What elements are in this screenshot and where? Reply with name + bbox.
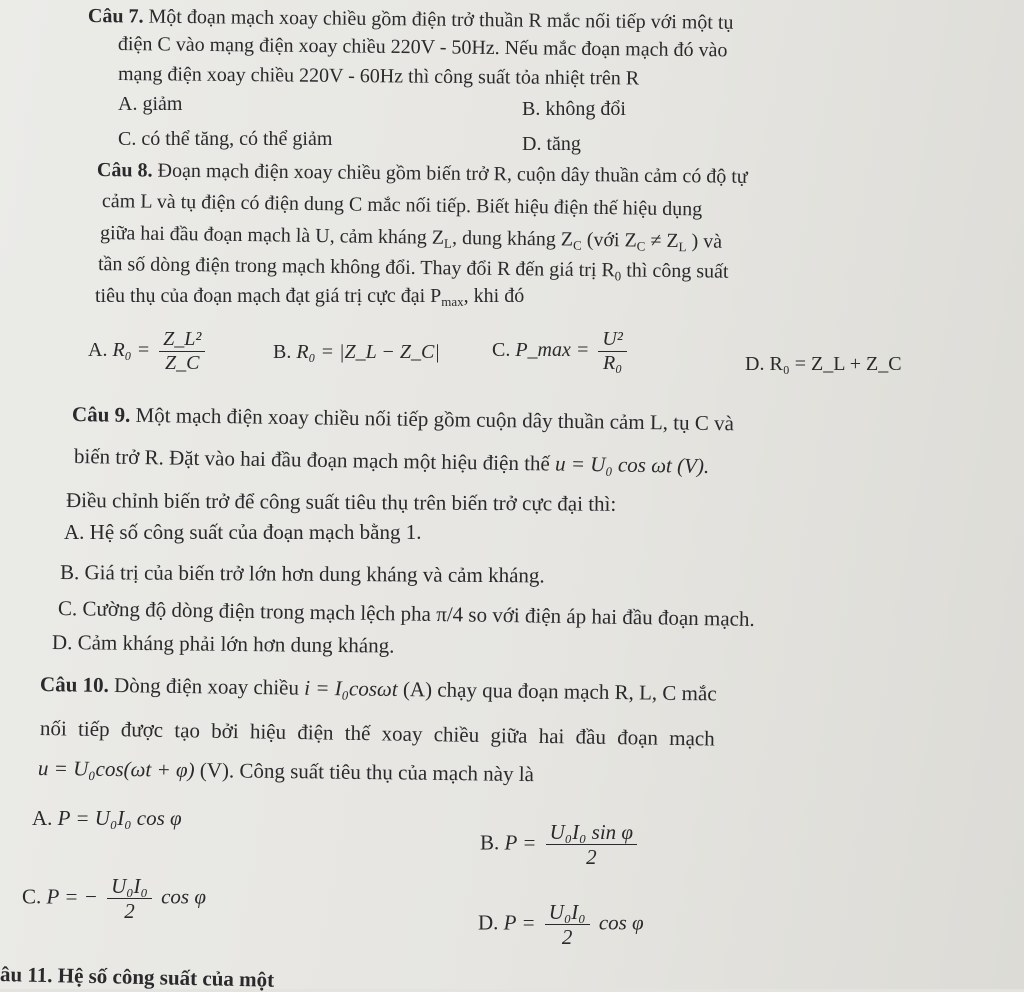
q7-option-b: B. không đổi — [522, 98, 626, 120]
q10-d-fraction: $\frac{\text{U₀I₀}}{2}$ — [545, 900, 590, 949]
q8-lead: Câu 8. — [96, 159, 153, 182]
q9-option-a: A. Hệ số công suất của đoạn mạch bằng 1. — [64, 520, 422, 544]
q10-option-a: A. P = U₀I₀ cos φ — [32, 806, 182, 830]
q7-line3: mạng điện xoay chiều 220V - 60Hz thì công suất tỏa nhiệt trên R — [117, 63, 640, 90]
q8-line2: cảm L và tụ điện có điện dung C mắc nối tiếp. Biết hiệu điện thế hiệu dụng — [101, 190, 703, 221]
q10-option-b: B. P = $\frac{\text{U₀I₀ sin φ}}{2}$ — [480, 820, 641, 869]
q7-line2: điện C vào mạng điện xoay chiều 220V - 50Hz. Nếu mắc đoạn mạch đó vào — [117, 33, 728, 62]
q10-line1: Câu 10. Dòng điện xoay chiều i = I₀cosωt (A) chạy qua đoạn mạch R, L, C mắc — [39, 672, 717, 706]
q10-option-d: D. P = $\frac{\text{U₀I₀}}{2}$ cos φ — [478, 900, 644, 950]
q7-line1: Câu 7. Một đoạn mạch xoay chiều gồm điện trở thuần R mắc nối tiếp với một tụ — [87, 5, 734, 34]
q10-b-fraction: $\frac{\text{U₀I₀ sin φ}}{2}$ — [546, 820, 637, 869]
q8-line1: Câu 8. Đoạn mạch điện xoay chiều gồm biến trở R, cuộn dây thuần cảm có độ tự — [96, 159, 748, 188]
q10-line3: u = U₀cos(ωt + φ) (V). Công suất tiêu thụ của mạch này là — [37, 756, 535, 787]
q9-lead: Câu 9. — [71, 402, 131, 427]
q10-lead: Câu 10. — [39, 672, 110, 697]
q10-line2: nối tiếp được tạo bởi hiệu điện thế xoay chiều giữa hai đầu đoạn mạch — [39, 716, 715, 751]
q8-option-d: D. R₀ = Z_L + Z_C — [745, 353, 902, 375]
q7-option-c: C. có thể tăng, có thể giảm — [118, 128, 333, 150]
q7-option-a: A. giảm — [118, 93, 183, 115]
q9-line2: biến trở R. Đặt vào hai đầu đoạn mạch một hiệu điện thế u = U₀ cos ωt (V). — [73, 444, 710, 478]
q8-option-b: B. R₀ = |Z_L − Z_C| — [273, 341, 440, 363]
q8-line4: tần số dòng điện trong mạch không đổi. Thay đổi R đến giá trị $R_0$ thì công suất — [97, 253, 729, 284]
q8-c-fraction: $\frac{\text{U²}}{\text{R₀}}$ — [598, 328, 626, 375]
q8-line3: giữa hai đầu đoạn mạch là U, cảm kháng $Z_L$, dung kháng $Z_C$ (với $Z_C \ne Z_L$ ) và — [99, 222, 723, 255]
q10-option-c: C. P = − $\frac{\text{U₀I₀}}{2}$ cos φ — [22, 874, 206, 924]
q8-a-fraction: $\frac{\text{Z\_L²}}{Z\_C}$ — [159, 328, 205, 375]
q9-option-c: C. Cường độ dòng điện trong mạch lệch pha π/4 so với điện áp hai đầu đoạn mạch. — [57, 596, 755, 631]
q9-option-b: B. Giá trị của biến trở lớn hơn dung kháng và cảm kháng. — [59, 560, 545, 588]
q10-c-fraction: $\frac{\text{U₀I₀}}{2}$ — [107, 874, 152, 923]
q7-option-d: D. tăng — [522, 133, 581, 155]
q8-line5: tiêu thụ của đoạn mạch đạt giá trị cực đại $P_{max}$, khi đó — [95, 285, 525, 309]
q9-line1: Câu 9. Một mạch điện xoay chiều nối tiếp gồm cuộn dây thuần cảm L, tụ C và — [71, 402, 735, 436]
q11-partial-line: âu 11. Hệ số công suất của một — [0, 962, 275, 992]
q7-lead: Câu 7. — [87, 5, 144, 28]
q9-option-d: D. Cảm kháng phải lớn hơn dung kháng. — [51, 630, 395, 658]
q8-option-c: C. P_max = $\frac{\text{U²}}{\text{R₀}}$ — [492, 328, 631, 375]
q9-line3: Điều chỉnh biến trở để công suất tiêu thụ trên biến trở cực đại thì: — [65, 488, 617, 516]
q8-option-a: A. R₀ = $\frac{\text{Z\_L²}}{Z\_C}$ — [88, 328, 209, 375]
